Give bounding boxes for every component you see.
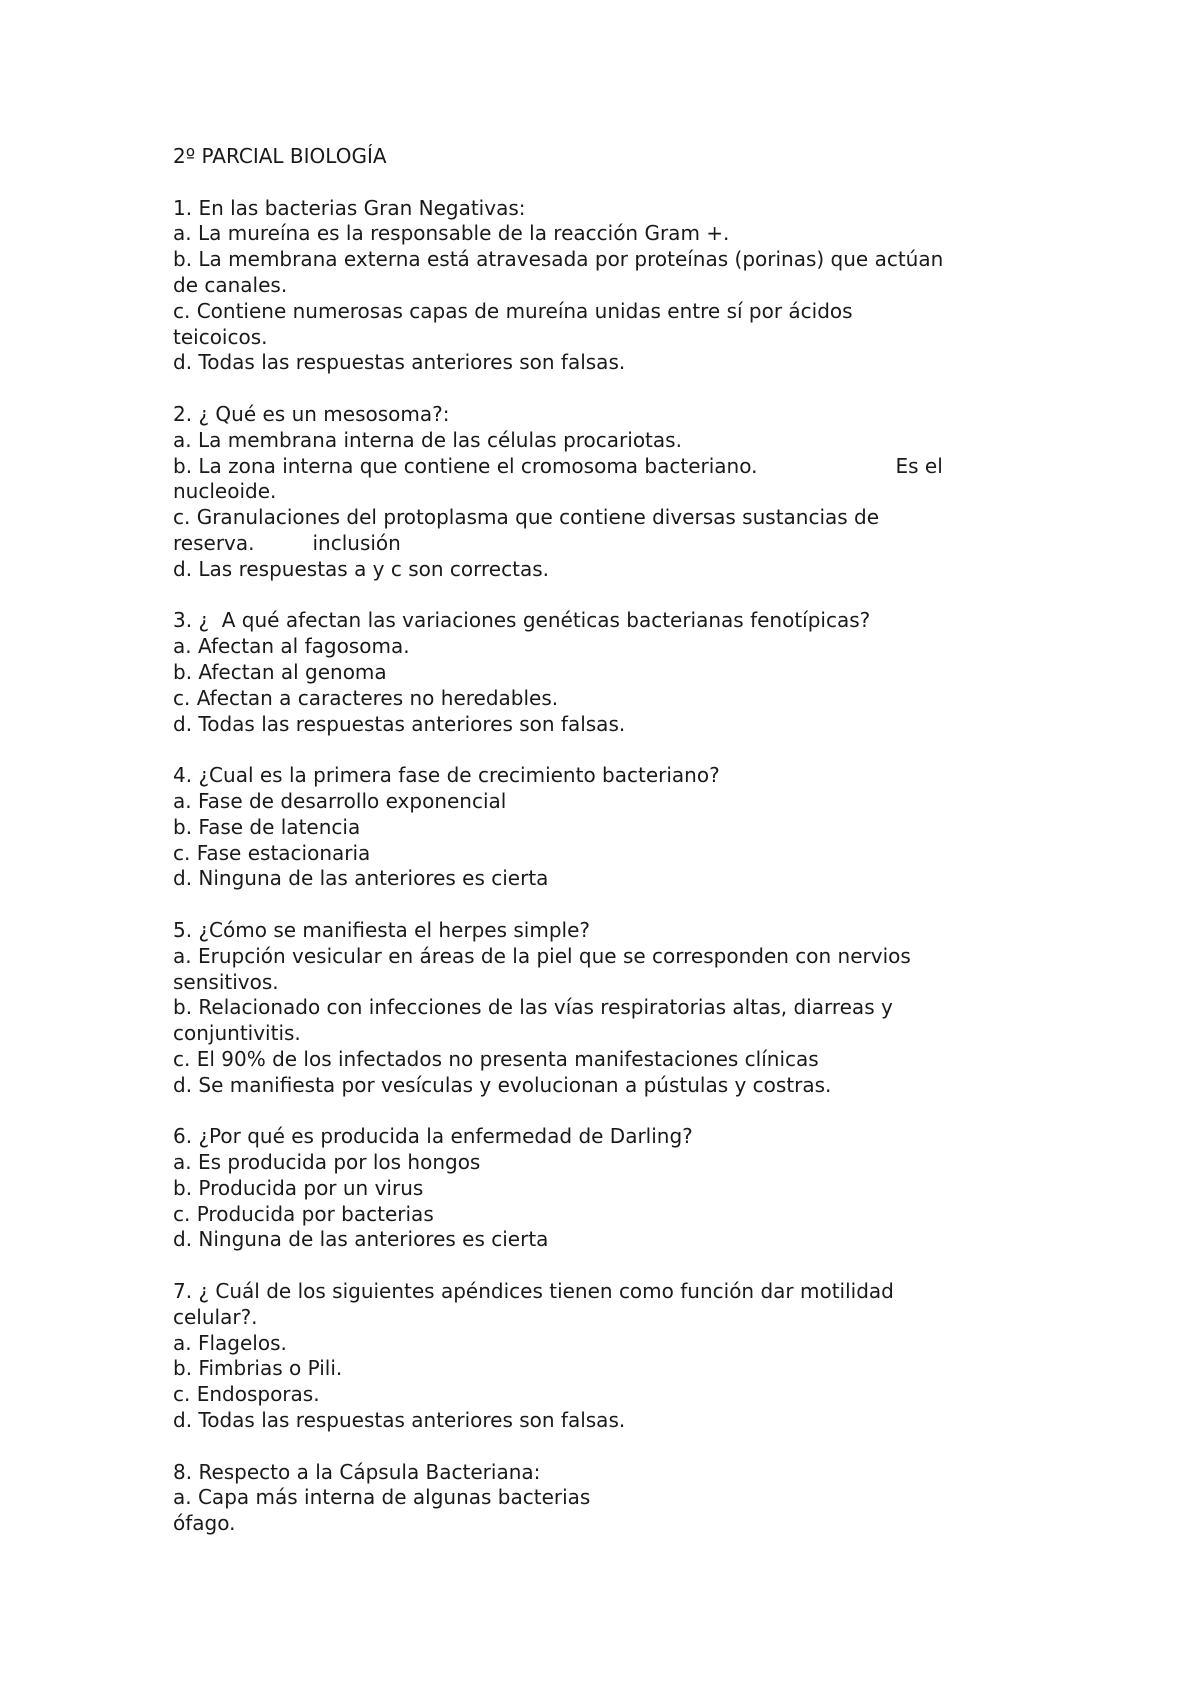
question-text: 7. ¿ Cuál de los siguientes apéndices tienen como función dar motilidad	[173, 1279, 894, 1304]
document-body	[173, 144, 1053, 1537]
option-b: b. Relacionado con infecciones de las vías respiratorias altas, diarreas y	[173, 995, 893, 1020]
option-c: c. Afectan a caracteres no heredables.	[173, 685, 559, 710]
option-c: c. Granulaciones del protoplasma que contiene diversas sustancias de	[173, 505, 880, 530]
option-c-cont: teicoicos.	[173, 324, 268, 349]
question-1	[173, 196, 1053, 377]
stray-text: ófago.	[173, 1511, 236, 1536]
option-a: a. La membrana interna de las células procariotas.	[173, 427, 682, 452]
option-c-text: reserva.	[173, 530, 255, 555]
question-text: 3. ¿ A qué afectan las variaciones genéticas bacterianas fenotípicas?	[173, 608, 871, 633]
question-2	[173, 402, 1053, 583]
question-6	[173, 1124, 1053, 1253]
option-a: a. Erupción vesicular en áreas de la piel que se corresponden con nervios	[173, 943, 911, 968]
spacer	[173, 1434, 1053, 1460]
option-d: d. Todas las respuestas anteriores son falsas.	[173, 711, 626, 736]
option-a: a. Afectan al fagosoma.	[173, 634, 410, 659]
spacer	[173, 376, 1053, 402]
option-c: c. Contiene numerosas capas de mureína unidas entre sí por ácidos	[173, 298, 853, 323]
option-d: d. Se manifiesta por vesículas y evolucionan a pústulas y costras.	[173, 1072, 832, 1097]
option-b-cont: nucleoide.	[173, 479, 277, 504]
question-4	[173, 763, 1053, 892]
option-b: b. Fase de latencia	[173, 814, 361, 839]
question-text-cont: celular?.	[173, 1304, 258, 1329]
spacer	[173, 583, 1053, 609]
spacer	[173, 892, 1053, 918]
option-c: c. Endosporas.	[173, 1382, 320, 1407]
option-b-cont: conjuntivitis.	[173, 1021, 301, 1046]
option-a: a. Capa más interna de algunas bacterias	[173, 1485, 591, 1510]
option-a: a. Fase de desarrollo exponencial	[173, 788, 507, 813]
option-c-cont	[173, 531, 1053, 557]
question-text: 1. En las bacterias Gran Negativas:	[173, 195, 526, 220]
question-text: 4. ¿Cual es la primera fase de crecimiento bacteriano?	[173, 763, 720, 788]
question-text: 5. ¿Cómo se manifiesta el herpes simple?	[173, 917, 590, 942]
option-a: a. Es producida por los hongos	[173, 1150, 481, 1175]
option-c: c. Fase estacionaria	[173, 840, 371, 865]
handwritten-note: Es el	[895, 453, 943, 478]
option-b: b. Producida por un virus	[173, 1175, 424, 1200]
option-d: d. Todas las respuestas anteriores son falsas.	[173, 1408, 626, 1433]
handwritten-note: inclusión	[312, 530, 401, 555]
option-b: b. Afectan al genoma	[173, 659, 387, 684]
question-text: 8. Respecto a la Cápsula Bacteriana:	[173, 1459, 541, 1484]
spacer	[173, 1098, 1053, 1124]
option-c: c. El 90% de los infectados no presenta manifestaciones clínicas	[173, 1046, 819, 1071]
spacer	[173, 737, 1053, 763]
spacer	[173, 170, 1053, 196]
option-a: a. Flagelos.	[173, 1330, 287, 1355]
option-d: d. Ninguna de las anteriores es cierta	[173, 1227, 549, 1252]
option-a: a. La mureína es la responsable de la reacción Gram +.	[173, 221, 730, 246]
option-c: c. Producida por bacterias	[173, 1201, 434, 1226]
option-b-text: b. La zona interna que contiene el cromosoma bacteriano.	[173, 453, 758, 478]
question-8	[173, 1460, 1053, 1537]
question-7	[173, 1279, 1053, 1434]
option-d: d. Las respuestas a y c son correctas.	[173, 556, 549, 581]
question-3	[173, 608, 1053, 737]
option-b: b. La membrana externa está atravesada por proteínas (porinas) que actúan	[173, 247, 944, 272]
option-d: d. Todas las respuestas anteriores son falsas.	[173, 350, 626, 375]
option-b: b. Fimbrias o Pili.	[173, 1356, 343, 1381]
spacer	[173, 1253, 1053, 1279]
question-5	[173, 918, 1053, 1099]
option-b-cont: de canales.	[173, 272, 288, 297]
document-title: 2º PARCIAL BIOLOGÍA	[173, 144, 387, 168]
option-d: d. Ninguna de las anteriores es cierta	[173, 866, 549, 891]
option-a-cont: sensitivos.	[173, 969, 279, 994]
option-b	[173, 454, 1053, 480]
question-text: 2. ¿ Qué es un mesosoma?:	[173, 401, 450, 426]
question-text: 6. ¿Por qué es producida la enfermedad de Darling?	[173, 1124, 693, 1149]
